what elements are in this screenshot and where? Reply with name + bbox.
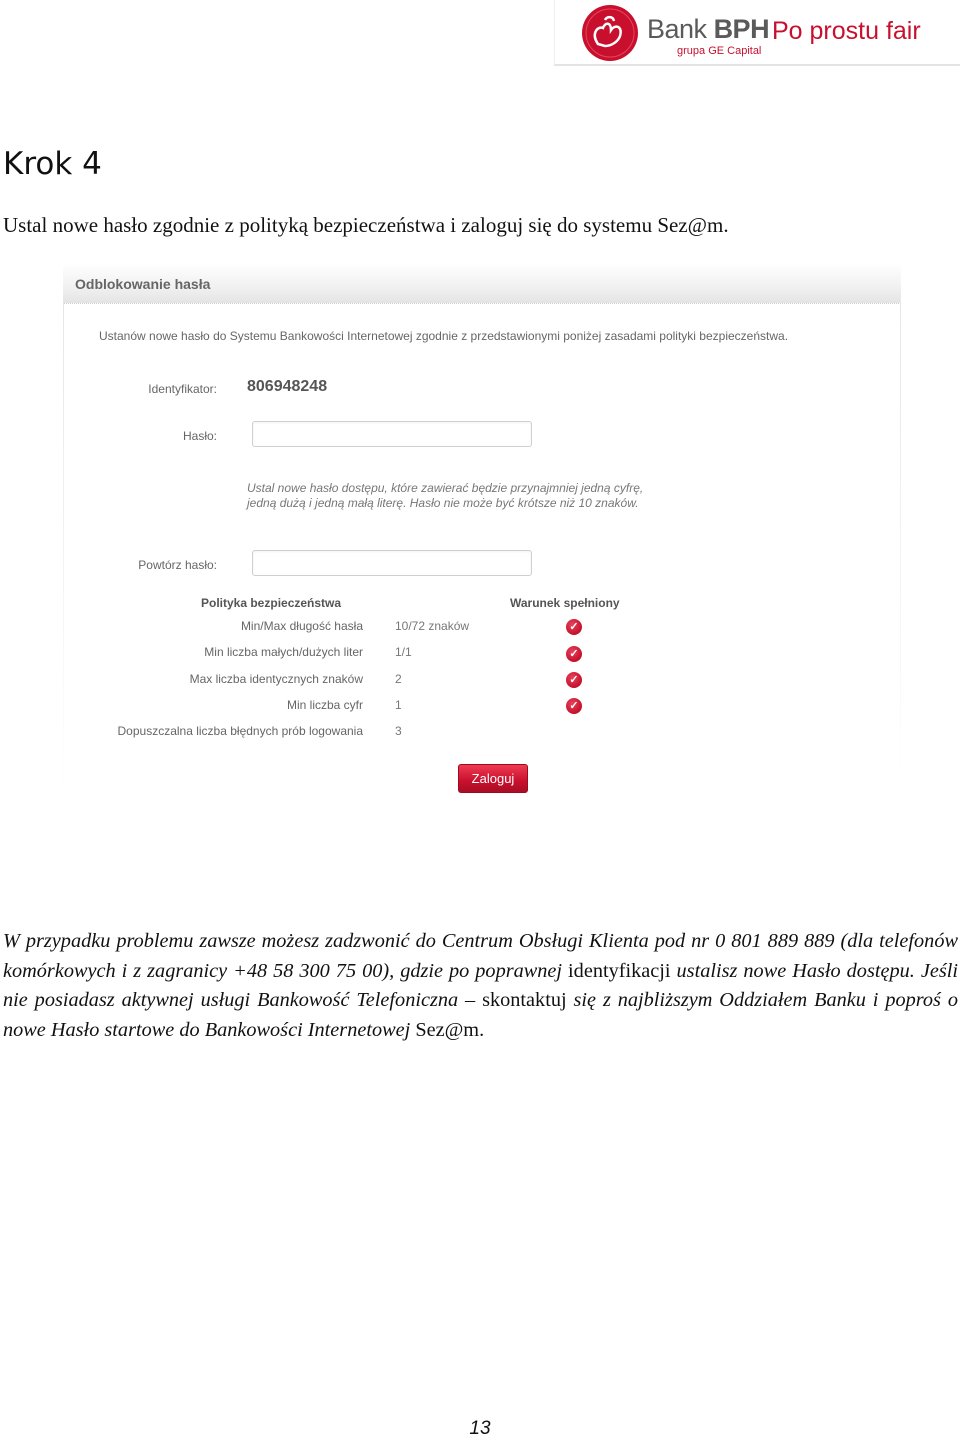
bph-emblem-icon bbox=[581, 4, 639, 62]
policy-row-label: Min liczba cyfr bbox=[286, 698, 363, 712]
help-text: ustalisz nowe Hasło dostępu. Jeśli nie posiadasz aktywnej usługi Bankowość Telefoniczna bbox=[3, 959, 958, 1011]
brand-subtitle: grupa GE Capital bbox=[677, 45, 762, 57]
policy-row-value: 2 bbox=[395, 672, 402, 686]
login-button[interactable]: Zaloguj bbox=[458, 764, 528, 793]
panel-header bbox=[63, 263, 901, 304]
help-paragraph bbox=[3, 927, 958, 1045]
password-hint: Ustal nowe hasło dostępu, które zawierać będzie przynajmniej jedną cyfrę, jedną dużą i jedną małą literę. Hasło nie może być krótsze niż 10 znaków. bbox=[247, 481, 644, 510]
repeat-password-label: Powtórz hasło: bbox=[138, 558, 217, 572]
policy-row-label: Max liczba identycznych znaków bbox=[189, 672, 363, 686]
checkmark-icon: ✓ bbox=[566, 619, 582, 635]
policy-row-label: Min/Max długość hasła bbox=[240, 619, 363, 633]
page-number: 13 bbox=[469, 1418, 491, 1439]
brand-tagline: Po prostu fair bbox=[772, 17, 921, 45]
password-input[interactable] bbox=[252, 421, 532, 447]
panel-title: Odblokowanie hasła bbox=[75, 276, 211, 292]
step-title: Krok 4 bbox=[3, 146, 102, 182]
identifier-label: Identyfikator: bbox=[148, 382, 217, 396]
help-text: W przypadku problemu zawsze możesz zadzwonić do Centrum Obsługi Klienta pod nr 0 801 889 889 (dla telefonów komórkowych i z zagranicy +48 58 300 75 00), gdzie po poprawnej bbox=[3, 930, 958, 982]
checkmark-icon: ✓ bbox=[566, 672, 582, 688]
checkmark-icon: ✓ bbox=[566, 698, 582, 714]
panel-border-right bbox=[900, 303, 901, 800]
policy-row-value: 3 bbox=[395, 724, 402, 738]
policy-row-value: 10/72 znaków bbox=[395, 619, 470, 633]
brand-name: Bank BPH bbox=[647, 14, 770, 44]
password-label: Hasło: bbox=[182, 429, 217, 443]
policy-row-label: Min liczba małych/dużych liter bbox=[204, 645, 363, 659]
help-text: – skontaktuj bbox=[458, 989, 567, 1011]
policy-header: Polityka bezpieczeństwa bbox=[201, 596, 342, 610]
identifier-value: 806948248 bbox=[247, 378, 328, 395]
policy-row-value: 1 bbox=[395, 698, 402, 712]
policy-row-value: 1/1 bbox=[395, 645, 412, 659]
unlock-password-panel bbox=[63, 263, 901, 800]
intro-text: Ustal nowe hasło zgodnie z polityką bezpieczeństwa i zaloguj się do systemu Sez@m. bbox=[3, 213, 729, 237]
help-text: identyfikacji bbox=[568, 959, 671, 982]
condition-header: Warunek spełniony bbox=[510, 596, 620, 610]
bank-logo bbox=[554, 0, 960, 66]
help-text: się z najbliższym Oddziałem Banku i poproś o nowe Hasło startowe do Bankowości Internetowej bbox=[3, 989, 958, 1041]
checkmark-icon: ✓ bbox=[566, 646, 582, 662]
repeat-password-input[interactable] bbox=[252, 550, 532, 576]
policy-row-label: Dopuszczalna liczba błędnych prób logowania bbox=[117, 724, 363, 738]
panel-intro: Ustanów nowe hasło do Systemu Bankowości Internetowej zgodnie z przedstawionymi poniżej zasadami polityki bezpieczeństwa. bbox=[99, 329, 789, 343]
help-text: Sez@m. bbox=[410, 1018, 485, 1041]
